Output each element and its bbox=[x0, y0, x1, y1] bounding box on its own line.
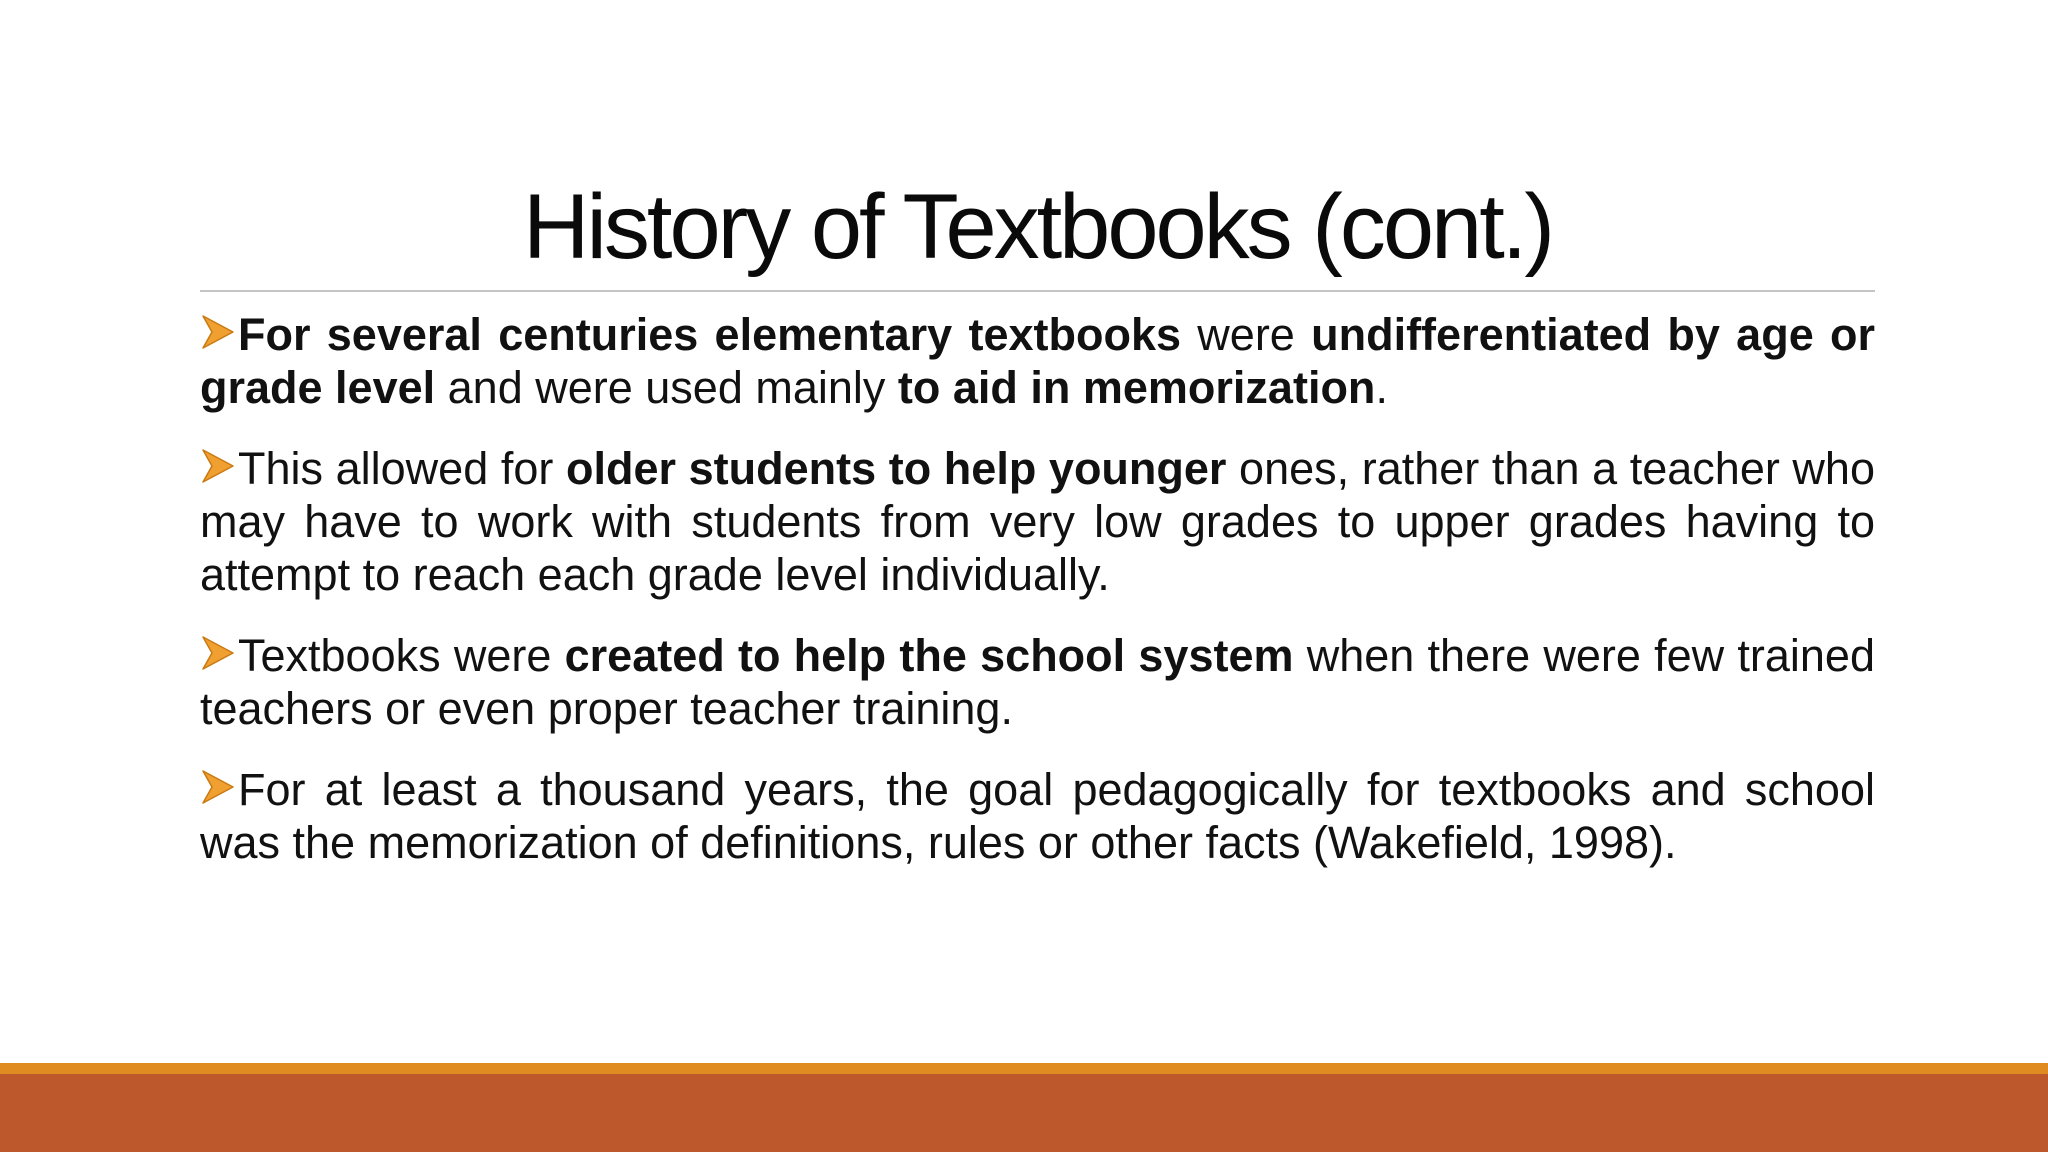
bullet-text: This allowed for bbox=[238, 443, 566, 494]
accent-stripe bbox=[0, 1063, 2048, 1074]
orange-arrow-bullet-icon bbox=[200, 633, 236, 673]
bullet-text: ones, rather than a teacher who may have to work with students from very low grades to upper grades having to attempt to reach each grade level individually. bbox=[200, 443, 1875, 600]
bullet-text-bold: created to help the school system bbox=[564, 630, 1294, 681]
bullet-item bbox=[188, 629, 1875, 735]
bullet-text-bold: undifferentiated by age or grade level bbox=[200, 309, 1876, 413]
orange-arrow-bullet-icon bbox=[200, 767, 236, 807]
bullet-text-bold: to aid in memorization bbox=[897, 362, 1376, 413]
slide-title: History of Textbooks (cont.) bbox=[523, 176, 1552, 278]
bullet-item bbox=[188, 442, 1875, 601]
bullet-text-bold: For several centuries elementary textbooks bbox=[238, 309, 1182, 360]
orange-arrow-bullet-icon bbox=[200, 446, 236, 486]
title-divider bbox=[200, 290, 1875, 292]
orange-arrow-bullet-icon bbox=[200, 312, 236, 352]
bullet-text: and were used mainly bbox=[435, 362, 898, 413]
bullet-text: Textbooks were bbox=[238, 630, 565, 681]
bullet-text-bold: older students to help younger bbox=[565, 443, 1227, 494]
bullet-text: when there were few trained teachers or even proper teacher training. bbox=[200, 630, 1875, 734]
bullet-item bbox=[188, 763, 1875, 869]
bullet-text: For at least a thousand years, the goal pedagogically for textbooks and school was the memorization of definitions, rules or other facts (Wakefield, 1998). bbox=[200, 764, 1875, 868]
bullet-item bbox=[188, 308, 1875, 414]
bullet-text: . bbox=[1375, 362, 1388, 413]
bullet-text: were bbox=[1181, 309, 1312, 360]
bullet-list bbox=[188, 308, 1875, 897]
footer-band bbox=[0, 1074, 2048, 1152]
